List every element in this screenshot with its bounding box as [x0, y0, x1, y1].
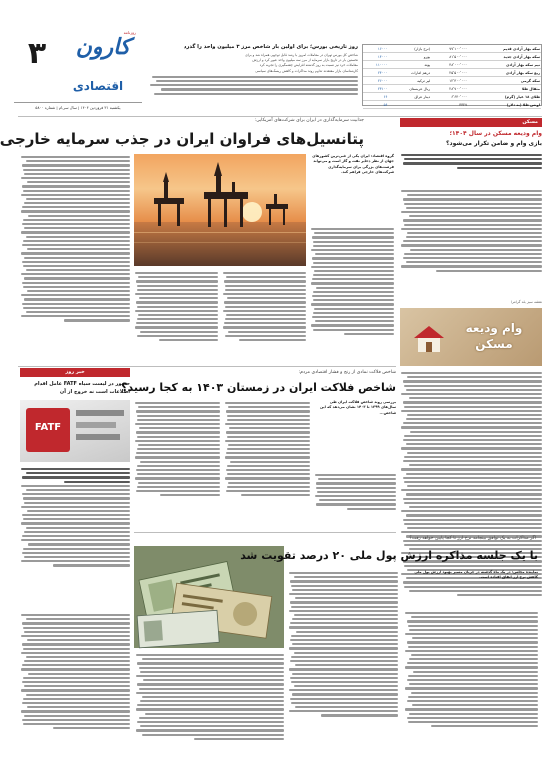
misery-kicker: شاخص فلاکت نمادی از رنج و فشار اقتصادی مردم: [298, 370, 396, 375]
market-row [363, 53, 541, 61]
market-cell-value: ۷۷٬۱۰۰٬۰۰۰ [431, 45, 468, 53]
misery-col-a [134, 400, 220, 528]
market-cell-label: سکه بهار آزادی جدید [468, 53, 541, 61]
left-lower-col [20, 612, 130, 770]
market-cell-label: اونس طلا (به دلار) [468, 101, 541, 109]
market-row [363, 61, 541, 69]
market-cell-unit: پوند [388, 61, 431, 69]
market-cell-unit: دینار عراق [388, 93, 431, 101]
market-table [362, 44, 542, 106]
currency-col-b [404, 610, 538, 770]
masthead-divider [18, 116, 542, 117]
fatf-image [20, 400, 130, 462]
market-cell-change: ۲۴۰۰۰ [363, 69, 388, 77]
fatf-label: خبر روز [20, 368, 130, 377]
housing-section-label: مسکن [400, 118, 542, 127]
mid-divider [18, 366, 396, 367]
fatf-flag-stripe [76, 422, 116, 428]
market-row [363, 93, 541, 101]
main-story-col-mid-b [222, 270, 306, 362]
market-cell-value: ۴۸٬۰۰۰٬۰۰۰ [431, 61, 468, 69]
market-row [363, 77, 541, 85]
logo-tagline: روزنامه [123, 30, 136, 35]
top-story-headline[interactable]: روز تاریخی بورس؛ برای اولین بار شاخص مرز ۳ میلیون واحد را گذرد [183, 44, 358, 50]
logo [68, 30, 138, 76]
fatf-flag-stripe [76, 410, 124, 416]
page-number: ۳ [27, 36, 47, 71]
currency-lead-text: نماینده مجلس: در یک ماه گذشته در جریان مسیر بهبود ارزش پول ملی کاهش نرخ ارز اتفاق افتاده است. [414, 570, 538, 580]
market-cell-unit: یورو [388, 53, 431, 61]
currency-lead [404, 570, 538, 606]
housing-image [400, 308, 542, 366]
market-cell-value: ۸۱٬۵۰۰٬۰۰۰ [431, 53, 468, 61]
market-cell-change: ۲۶۰۰۰ [363, 77, 388, 85]
housing-body-a [400, 188, 542, 298]
housing-image-caption: نقشه سبز بلد گرامرا [510, 300, 542, 304]
fatf-logo-text: FATF [34, 422, 62, 433]
top-story-body: شاخص کل بورس تهران در معاملات امروز با رشد قابل توجهی همراه شد و برای نخستین بار در تاریخ بازار سرمایه از مرز سه میلیون واحد عبور کرد و ارزش معاملات خرد نیز نسبت به روز گذشته افزایش چشمگیری را تجربه کرد کارشناسان بازار معتقدند تداوم روند مذاکرات و کاهش ریسک‌های سیاسی [148, 53, 358, 113]
misery-col-c [314, 472, 396, 528]
market-cell-change: ۵۶ [363, 101, 388, 109]
fatf-logo [26, 408, 70, 452]
market-cell-value: ۳۳۲۷ [431, 101, 468, 109]
market-cell-unit [388, 101, 431, 109]
main-story-col-left [20, 154, 130, 362]
main-story-headline[interactable]: پتانسیل‌های فراوان ایران در جذب سرمایه خارجی [0, 130, 364, 148]
market-cell-unit: لیر ترکیه [388, 77, 431, 85]
market-cell-change: ۲۳۱۰۰ [363, 85, 388, 93]
market-row [363, 85, 541, 93]
market-row [363, 45, 541, 53]
misery-lead [314, 400, 396, 470]
currency-col-a [288, 570, 398, 770]
lower-divider [134, 532, 396, 533]
section-label: اقتصادی [72, 79, 124, 93]
dateline: یکشنبه ۳۱ فروردین ۱۴۰۴ | سال سی‌ام | شماره ۵۸۰۰ [14, 102, 142, 110]
market-cell-value: ۲۸٬۷۰۰٬۰۰۰ [431, 85, 468, 93]
market-row [363, 69, 541, 77]
housing-lead [400, 152, 542, 186]
currency-headline[interactable]: با یک جلسه مذاکره ارزش پول ملی ۲۰ درصد تقویت شد [240, 549, 538, 562]
housing-headline[interactable]: وام ودیعه مسکن در سال ۱۴۰۴؛ [449, 130, 542, 137]
market-cell-label: سکه گرمی [468, 77, 541, 85]
market-cell-unit: ریال عربستان [388, 85, 431, 93]
market-cell-value: ۲۵٬۵۰۰٬۰۰۰ [431, 69, 468, 77]
fatf-headline[interactable]: حضور در لیست سیاه FATF عامل اقدام اطلاعات است نه خروج از آن [34, 381, 130, 395]
housing-image-text: وام ودیعه مسکن [465, 321, 523, 351]
market-cell-unit: درهم امارات [388, 69, 431, 77]
market-cell-change: ۱۶۰۰۰ [363, 45, 388, 53]
market-cell-change: ۶۶ [363, 93, 388, 101]
currency-col-c [134, 652, 284, 770]
market-cell-value: ۱۲٬۳۰۰٬۰۰۰ [431, 77, 468, 85]
market-cell-label: مثقال طلا [468, 85, 541, 93]
main-story-lead-text: گروه اقتصاد: ایران یکی از غنی‌ترین کشورهای جهان از نظر ذخایر نفت و گاز است و می‌تواند فرصت‌های بزرگی برای سرمایه‌گذاری شرکت‌های خارجی فراهم کند. [312, 154, 394, 175]
top-story [148, 44, 358, 116]
fatf-flag-stripe [76, 434, 120, 440]
fatf-box [20, 368, 130, 608]
main-story-col-mid-a [134, 270, 218, 362]
main-story-lead [310, 154, 394, 224]
market-cell-label: نیم سکه بهار آزادی [468, 61, 541, 69]
main-story-kicker: جذابیت سرمایه‌گذاری در ایران برای شرکت‌های آمریکایی: [254, 118, 364, 123]
market-cell-unit: (نرخ بازار) [388, 45, 431, 53]
market-cell-label: سکه بهار آزادی قدیم [468, 45, 541, 53]
logo-text: کارون [75, 34, 131, 60]
misery-headline[interactable]: شاخص فلاکت ایران در زمستان ۱۴۰۳ به کجا رسید؟ [121, 381, 396, 394]
misery-col-b [224, 400, 310, 528]
market-cell-value: ۶٬۶۴۰٬۰۰۰ [431, 93, 468, 101]
misery-lead-text: بررسی روند شاخص فلاکت ایران طی سال‌های ۱۳۹۹ تا ۱۴۰۳ نشان می‌دهد که این شاخص... [320, 400, 396, 415]
oil-rig-photo [134, 154, 306, 266]
currency-kicker: اگر مذاکرات به یک توافق بینجامد نرخ ارز تا کجا پایین خواهد رفت؟ [409, 536, 536, 541]
housing-subheadline[interactable]: بازی وام و ضامن تکرار می‌شود؟ [446, 140, 542, 147]
market-cell-label: ربع سکه بهار آزادی [468, 69, 541, 77]
main-story-col-right [310, 226, 394, 362]
fatf-body [20, 466, 130, 606]
market-cell-change: ۱۴۰۰۰ [363, 53, 388, 61]
oil-rig-image [134, 154, 306, 266]
market-cell-change: ۱۱۰۰۰۰ [363, 61, 388, 69]
market-row [363, 101, 541, 109]
house-icon [412, 324, 446, 354]
masthead [14, 30, 142, 114]
market-cell-label: طلای ۱۸ عیار (گرم) [468, 93, 541, 101]
